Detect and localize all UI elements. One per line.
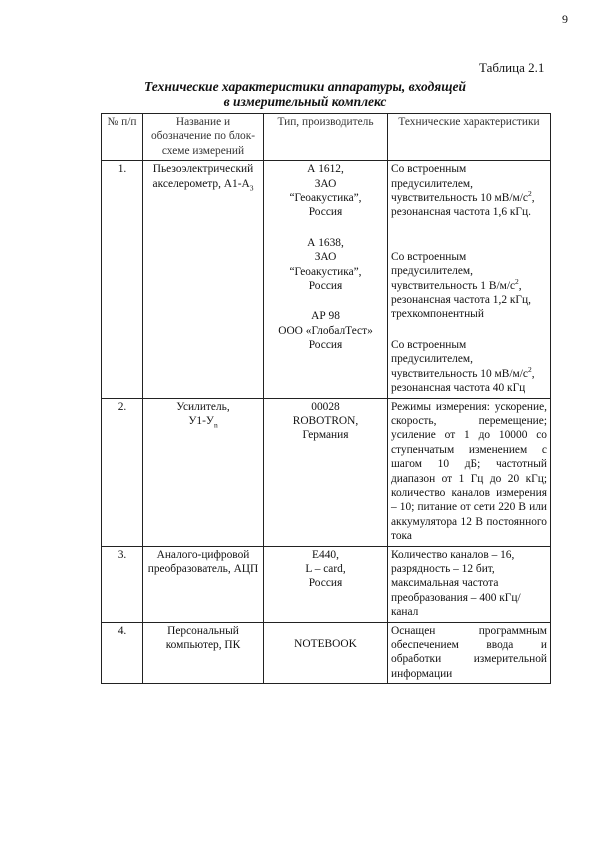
- type-item: А 1612, ЗАО “Геоакустика”, Россия: [289, 163, 362, 219]
- header-name: Название и обозначение по блок-схеме измерений: [143, 114, 264, 161]
- row-specs: Количество каналов – 16, разрядность – 12 бит, максимальная частота преобразования – 400 кГц/канал: [388, 546, 551, 622]
- table-title-line1: Технические характеристики аппаратуры, входящей: [144, 79, 466, 94]
- row-number: 2.: [102, 398, 143, 546]
- table-row: [102, 398, 551, 546]
- row-type: NOTEBOOK: [264, 622, 388, 684]
- row-type: Е440, L – card, Россия: [264, 546, 388, 622]
- row-specs: Оснащен программным обеспечением ввода и обработки измерительной информации: [388, 622, 551, 684]
- page-number: 9: [562, 12, 568, 26]
- spec-item: Со встроенным предусилителем, чувствительность 10 $мВ/м/с^2$, резонансная частота 1,6 кГц.: [391, 163, 535, 219]
- equipment-spec-table: [101, 113, 551, 684]
- row-number: 3.: [102, 546, 143, 622]
- header-type: Тип, производитель: [264, 114, 388, 161]
- table-header-row: [102, 114, 551, 161]
- row-specs: [388, 161, 551, 398]
- row-name: Персональный компьютер, ПК: [143, 622, 264, 684]
- spec-item: Со встроенным предусилителем, чувствительность 1 $В/м/с^2$, резонансная частота 1,2 кГц, трехкомпонентный: [391, 250, 531, 321]
- row-name: Пьезоэлектрический акселерометр, $А1-А_3$: [143, 161, 264, 398]
- row-number: 4.: [102, 622, 143, 684]
- row-specs: Режимы измерения: ускорение, скорость, перемещение; усиление от 1 до 10000 со ступенчатым изменением с шагом 10 дБ; частотный диапазон от 1 Гц до 20 кГц; количество каналов измерения – 10; питание от сети 220 В или аккумулятора 12 В постоянного тока: [388, 398, 551, 546]
- table-label: Таблица 2.1: [479, 60, 545, 75]
- row-type: [264, 161, 388, 398]
- header-number: № п/п: [102, 114, 143, 161]
- table-row: [102, 622, 551, 684]
- spec-item: Со встроенным предусилителем, чувствительность 10 $мВ/м/с^2$, резонансная частота 40 кГц: [391, 338, 535, 395]
- header-specs: Технические характеристики: [388, 114, 551, 161]
- table-row: [102, 161, 551, 398]
- row-name: Аналого-цифровой преобразователь, АЦП: [143, 546, 264, 622]
- type-item: А 1638, ЗАО “Геоакустика”, Россия: [289, 236, 362, 293]
- table-title-line2: в измерительный комплекс: [223, 94, 387, 109]
- row-name: Усилитель, $У1-У_n$: [143, 398, 264, 546]
- table-row: [102, 546, 551, 622]
- row-type: 00028 ROBOTRON, Германия: [264, 398, 388, 546]
- type-item: АР 98 ООО «ГлобалТест» Россия: [278, 310, 373, 352]
- row-number: 1.: [102, 161, 143, 398]
